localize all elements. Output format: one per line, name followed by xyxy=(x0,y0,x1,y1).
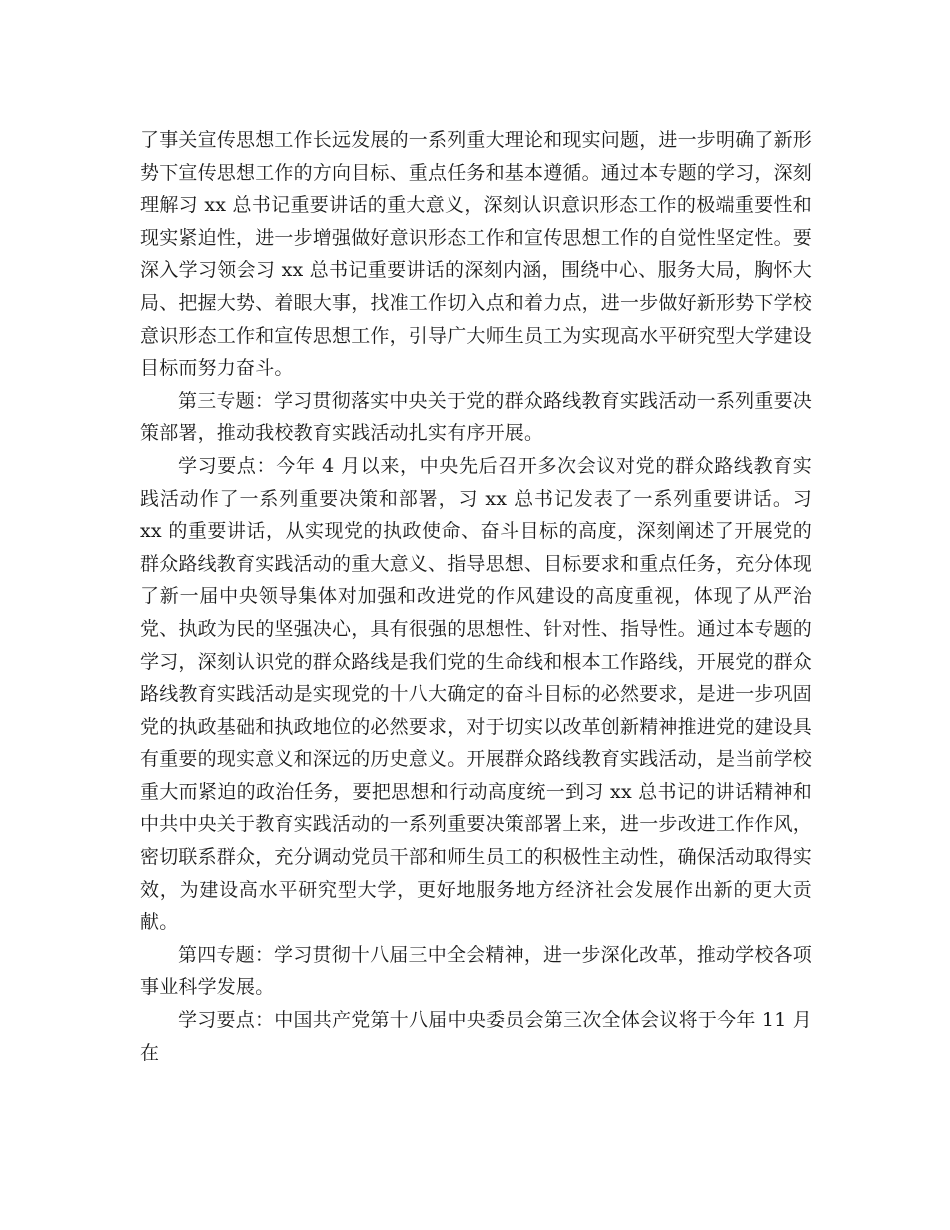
paragraph-topic-four-heading: 第四专题：学习贯彻十八届三中全会精神，进一步深化改革，推动学校各项事业科学发展。 xyxy=(140,943,812,999)
paragraph-topic-three-heading: 第三专题：学习贯彻落实中央关于党的群众路线教育实践活动一系列重要决策部署，推动我校教育实践活动扎实有序开展。 xyxy=(140,389,812,445)
paragraph-topic-four-points: 学习要点：中国共产党第十八届中央委员会第三次全体会议将于今年 11 月在 xyxy=(140,1009,812,1064)
paragraph-topic-three-points: 学习要点：今年 4 月以来，中央先后召开多次会议对党的群众路线教育实践活动作了一系列重要决策和部署，习 xx 总书记发表了一系列重要讲话。习 xx 的重要讲话，从实现党的执政使命、奋斗目标的高度，深刻阐述了开展党的群众路线教育实践活动的重大意义、指导思想、目标要求和重点任务，充分体现了新一届中央领导集体对加强和改进党的作风建设的高度重视，体现了从严治党、执政为民的坚强决心，具有很强的思想性、针对性、指导性。通过本专题的学习，深刻认识党的群众路线是我们党的生命线和根本工作路线，开展党的群众路线教育实践活动是实现党的十八大确定的奋斗目标的必然要求，是进一步巩固党的执政基础和执政地位的必然要求，对于切实以改革创新精神推进党的建设具有重要的现实意义和深远的历史意义。开展群众路线教育实践活动，是当前学校重大而紧迫的政治任务，要把思想和行动高度统一到习 xx 总书记的讲话精神和中共中央关于教育实践活动的一系列重要决策部署上来，进一步改进工作作风，密切联系群众，充分调动党员干部和师生员工的积极性主动性，确保活动取得实效，为建设高水平研究型大学，更好地服务地方经济社会发展作出新的更大贡献。 xyxy=(140,454,813,934)
paragraph-continuation: 了事关宣传思想工作长远发展的一系列重大理论和现实问题，进一步明确了新形势下宣传思想工作的方向目标、重点任务和基本遵循。通过本专题的学习，深刻理解习 xx 总书记重要讲话的重大意义，深刻认识意识形态工作的极端重要性和现实紧迫性，进一步增强做好意识形态工作和宣传思想工作的自觉性坚定性。要深入学习领会习 xx 总书记重要讲话的深刻内涵，围绕中心、服务大局，胸怀大局、把握大势、着眼大事，找准工作切入点和着力点，进一步做好新形势下学校意识形态工作和宣传思想工作，引导广大师生员工为实现高水平研究型大学建设目标而努力奋斗。 xyxy=(140,129,813,380)
document-body xyxy=(140,124,812,1069)
